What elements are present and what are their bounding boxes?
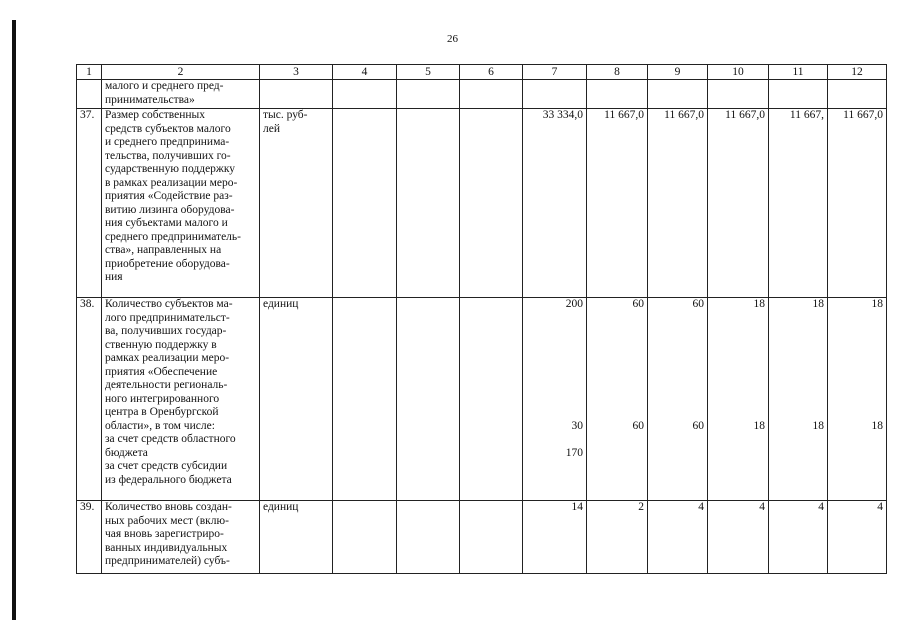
row-number-cell: 37.: [77, 109, 102, 298]
value-cell: 11 667,0: [648, 109, 708, 298]
value-cell: [523, 298, 587, 501]
indicator-name-cell: [102, 109, 260, 298]
value-cell: 11 667,0: [828, 109, 887, 298]
indicator-name-line: за счет средств субсидии: [105, 460, 228, 472]
indicator-name-line: лого предпринимательст-: [105, 311, 230, 324]
indicator-name-line: ва, получивших государ-: [105, 325, 227, 337]
value-cell: [828, 298, 887, 501]
indicator-name-line: центра в Оренбургской: [105, 406, 219, 418]
header-cell: 6: [460, 65, 523, 80]
value-cell: 14: [523, 501, 587, 574]
indicator-name-line: ния: [105, 271, 123, 283]
value-cell: [648, 298, 708, 501]
value-cell: 4: [648, 501, 708, 574]
row-number-cell: 38.: [77, 298, 102, 501]
indicators-table: [76, 64, 887, 574]
header-cell: 10: [708, 65, 769, 80]
value-regional: 60: [692, 419, 704, 432]
indicator-name-line: ных рабочих мест (вклю-: [105, 514, 229, 527]
indicator-name-line: средств субъектов малого: [105, 122, 231, 135]
header-cell: 4: [333, 65, 397, 80]
header-cell: 2: [102, 65, 260, 80]
header-cell: 9: [648, 65, 708, 80]
indicator-name-line: принимательства»: [105, 93, 195, 106]
value-cell: 33 334,0: [523, 109, 587, 298]
value-regional: 18: [812, 419, 824, 432]
indicator-name-line: ного интегрированного: [105, 392, 220, 405]
value-total: 200: [565, 298, 583, 310]
indicator-name-line: рамках реализации меро-: [105, 352, 230, 364]
row-number-cell: [77, 80, 102, 109]
scan-edge-bar: [12, 20, 16, 620]
table-row: [77, 109, 887, 298]
indicator-name-line: Количество вновь создан-: [105, 501, 232, 513]
value-total: 60: [632, 298, 644, 310]
header-cell: 1: [77, 65, 102, 80]
indicator-name-line: за счет средств областного: [105, 433, 236, 445]
indicator-name-line: Количество субъектов ма-: [105, 298, 233, 310]
value-cell: 4: [708, 501, 769, 574]
unit-cell: [260, 109, 333, 298]
value-cell: 11 667,0: [587, 109, 648, 298]
indicator-name-line: бюджета: [105, 446, 148, 459]
indicator-name-line: приятия «Содействие раз-: [105, 190, 233, 202]
value-cell: [708, 298, 769, 501]
indicator-name-line: приобретение оборудова-: [105, 257, 230, 270]
table-header-row: [77, 65, 887, 80]
value-cell: [587, 298, 648, 501]
header-cell: 7: [523, 65, 587, 80]
indicator-name-line: предпринимателей) субъ-: [105, 555, 230, 567]
indicator-name-cell: [102, 80, 260, 109]
header-cell: 8: [587, 65, 648, 80]
indicator-name-cell: [102, 501, 260, 574]
value-total: 60: [692, 298, 704, 310]
value-cell: 4: [769, 501, 828, 574]
value-regional: 60: [632, 419, 644, 432]
value-total: 18: [812, 298, 824, 310]
unit-cell: единиц: [260, 298, 333, 501]
indicator-name-line: приятия «Обеспечение: [105, 365, 218, 378]
indicator-name-line: чая вновь зарегистриро-: [105, 528, 224, 540]
row-number-cell: 39.: [77, 501, 102, 574]
indicator-name-line: сударственную поддержку: [105, 163, 236, 175]
indicator-name-cell: [102, 298, 260, 501]
indicator-name-line: в рамках реализации меро-: [105, 176, 238, 189]
value-total: 18: [753, 298, 765, 310]
table-row-continued: [77, 80, 887, 109]
indicator-name-line: малого и среднего пред-: [105, 80, 224, 92]
value-federal: 170: [565, 446, 583, 459]
indicator-name-line: ственную поддержку в: [105, 338, 217, 351]
value-regional: 18: [753, 419, 765, 432]
unit-cell: единиц: [260, 501, 333, 574]
page-number: 26: [447, 33, 458, 45]
indicator-name-line: из федерального бюджета: [105, 473, 232, 486]
indicator-name-line: ства», направленных на: [105, 244, 222, 256]
indicator-name-line: области», в том числе:: [105, 419, 215, 432]
header-cell: 5: [397, 65, 460, 80]
value-cell: 11 667,0: [708, 109, 769, 298]
value-regional: 18: [871, 419, 883, 432]
indicator-name-line: ния субъектами малого и: [105, 217, 228, 229]
header-cell: 3: [260, 65, 333, 80]
table-row: [77, 501, 887, 574]
value-total: 18: [871, 298, 883, 310]
table-row: [77, 298, 887, 501]
unit-line: лей: [263, 122, 280, 135]
value-regional: 30: [571, 419, 583, 432]
indicator-name-line: деятельности региональ-: [105, 379, 228, 391]
indicator-name-line: ванных индивидуальных: [105, 541, 228, 554]
indicator-name-line: витию лизинга оборудова-: [105, 203, 235, 216]
value-cell: 2: [587, 501, 648, 574]
value-cell: 4: [828, 501, 887, 574]
indicator-name-line: тельства, получивших го-: [105, 149, 231, 162]
value-cell: 11 667,: [769, 109, 828, 298]
indicator-name-line: и среднего предпринима-: [105, 136, 230, 148]
indicator-name-line: Размер собственных: [105, 109, 205, 121]
value-cell: [769, 298, 828, 501]
indicator-name-line: среднего предприниматель-: [105, 230, 241, 243]
header-cell: 11: [769, 65, 828, 80]
unit-line: тыс. руб-: [263, 109, 308, 121]
header-cell: 12: [828, 65, 887, 80]
